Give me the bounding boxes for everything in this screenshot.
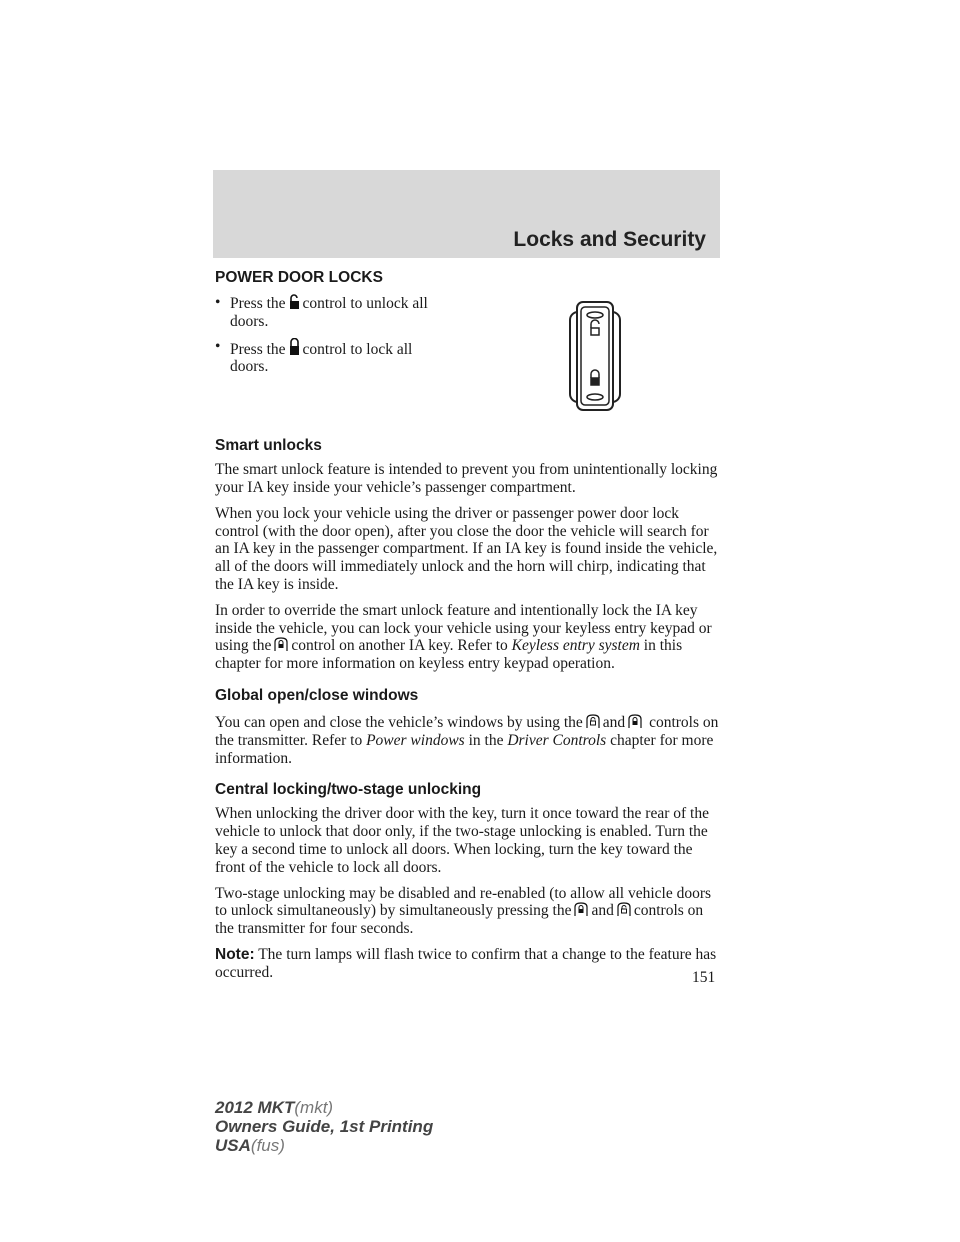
transmitter-unlock-icon — [617, 902, 631, 917]
note-label: Note: — [215, 945, 255, 963]
global-windows-heading: Global open/close windows — [215, 686, 419, 704]
print-footer: 2012 MKT(mkt) Owners Guide, 1st Printing USA(fus) — [215, 1098, 434, 1155]
unlock-icon — [289, 294, 300, 310]
lock-icon — [289, 338, 300, 356]
keyless-entry-reference: Keyless entry system — [511, 637, 640, 655]
global-windows-paragraph: You can open and close the vehicle’s windows by using the and controls on the transmitter. Refer to Power windows in the Driver Controls chapter for more information. — [215, 713, 719, 767]
note-paragraph: Note: The turn lamps will flash twice to confirm that a change to the feature has occurred. — [215, 945, 717, 981]
bullet-dot: • — [215, 337, 221, 355]
smart-unlocks-heading: Smart unlocks — [215, 437, 322, 455]
central-locking-paragraph-1: When unlocking the driver door with the key, turn it once toward the rear of the vehicle to unlock that door only, if the two-stage unlocking is enabled. Turn the key a second time to unlock all doors. When locking, turn the key toward the front of the vehicle to lock all doors. — [215, 805, 709, 876]
smart-unlocks-paragraph-2: When you lock your vehicle using the driver or passenger power door lock control (with the door open), after you close the door the vehicle will search for an IA key in the passenger compartment. If an IA key is found inside the vehicle, all of the doors will immediately unlock and the horn will chirp, indicating that the IA key is inside. — [215, 504, 718, 593]
page-number: 151 — [692, 969, 716, 986]
transmitter-lock-icon — [628, 714, 642, 729]
lock-bullet: • Press the control to lock all doors. — [215, 337, 413, 376]
smart-unlocks-paragraph-3: In order to override the smart unlock feature and intentionally lock the IA key inside the vehicle, you can lock your vehicle using your keyless entry keypad or using the control on another IA key. Refer to Keyless entry system in this chapter for more information on keyless entry keypad operation. — [215, 601, 712, 673]
page-content — [215, 268, 720, 982]
transmitter-unlock-icon — [586, 714, 600, 729]
section-title: Locks and Security — [513, 228, 706, 251]
central-locking-paragraph-2: Two-stage unlocking may be disabled and re-enabled (to allow all vehicle doors to unlock simultaneously) by simultaneously pressing the and controls on the transmitter for four seconds. — [215, 884, 712, 938]
power-windows-reference: Power windows — [366, 731, 465, 749]
smart-unlocks-paragraph-1: The smart unlock feature is intended to prevent you from unintentionally locking your IA key inside your vehicle’s passenger compartment. — [215, 461, 718, 496]
transmitter-lock-icon — [574, 902, 588, 917]
unlock-bullet: • Press the control to unlock all doors. — [215, 294, 428, 330]
section-header-band — [213, 170, 720, 258]
bullet-dot: • — [215, 294, 221, 311]
transmitter-lock-icon — [274, 637, 288, 652]
power-door-locks-heading: POWER DOOR LOCKS — [215, 269, 383, 286]
central-locking-heading: Central locking/two-stage unlocking — [215, 781, 482, 799]
driver-controls-reference: Driver Controls — [507, 731, 607, 749]
